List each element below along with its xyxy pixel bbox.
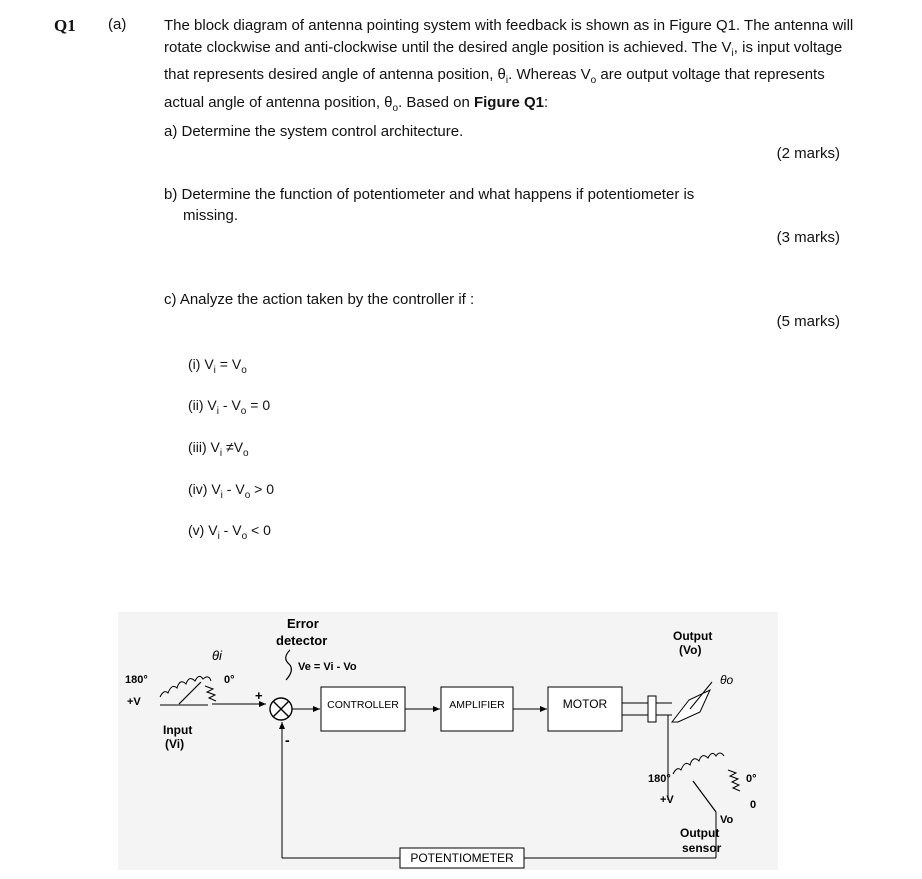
intro-sub: i	[505, 75, 509, 86]
sensor-label-1: Output	[680, 826, 720, 840]
cond-text: = V	[215, 356, 242, 372]
part-c-text: c) Analyze the action taken by the controller if :	[164, 291, 475, 308]
question-part: (a)	[108, 16, 127, 33]
cond-sub: i	[217, 530, 220, 542]
deg-180-left: 180°	[125, 674, 148, 686]
intro-text-4: are output voltage that represents actual angle of antenna position, θ	[164, 66, 825, 111]
cond-sub: o	[240, 405, 247, 417]
part-c-marks: (5 marks)	[776, 313, 840, 330]
cond-sub: o	[244, 489, 251, 501]
cond-sub: o	[241, 364, 247, 376]
cond-sub: i	[220, 489, 223, 501]
shaft-coupling	[648, 696, 656, 722]
intro-text-2: , is input voltage that represents desired angle of antenna position, θ	[164, 38, 843, 83]
question-number: Q1	[54, 16, 76, 35]
cond-text: > 0	[250, 481, 274, 497]
plus-sign: +	[255, 688, 263, 703]
intro-sub: i	[731, 47, 734, 59]
sensor-label-2: sensor	[682, 841, 722, 855]
part-b-text-line2: missing.	[183, 207, 239, 224]
plus-v-left: +V	[127, 696, 141, 708]
theta-o-label: θo	[720, 673, 734, 687]
intro-text-1: The block diagram of antenna pointing system with feedback is shown as in Figure Q1. The antenna will rotate clockwise and anti-clockwise until the desired angle position is achieved. The V	[164, 17, 854, 56]
output-label-1: Output	[673, 629, 713, 643]
intro-text-3: . Whereas V	[508, 66, 591, 83]
cond-text: (iv) V	[188, 481, 221, 497]
intro-sub: o	[590, 75, 597, 86]
cond-text: ≠V	[222, 439, 244, 455]
minus-sign: -	[285, 732, 290, 748]
error-equation: Ve = Vi - Vo	[298, 661, 357, 673]
part-b-marks: (3 marks)	[776, 229, 840, 246]
cond-text: (v) V	[188, 522, 218, 538]
intro-text-5: . Based on	[398, 93, 474, 111]
theta-i-label: θi	[212, 648, 222, 663]
cond-text: - V	[219, 522, 242, 538]
output-label-2: (Vo)	[679, 643, 702, 657]
cond-sub: i	[213, 364, 216, 376]
potentiometer-label: POTENTIOMETER	[410, 851, 514, 865]
cond-sub: o	[243, 447, 249, 459]
zero-right: 0	[750, 799, 757, 811]
cond-sub: i	[216, 405, 220, 417]
amplifier-label: AMPLIFIER	[449, 699, 505, 711]
intro-text-6: :	[543, 93, 549, 111]
cond-sub: i	[219, 447, 223, 459]
part-a-text: a) Determine the system control architecture.	[164, 123, 464, 140]
cond-text: (ii) V	[188, 397, 217, 413]
motor-label: MOTOR	[562, 697, 608, 711]
cond-text: = 0	[246, 397, 271, 413]
part-b-text-line1: b) Determine the function of potentiometer and what happens if potentiometer is	[164, 186, 695, 203]
vo-label: Vo	[720, 814, 734, 826]
cond-text: - V	[222, 481, 245, 497]
cond-text: (iii) V	[188, 439, 220, 455]
error-detector-label-1: Error	[287, 616, 319, 631]
deg-180-right: 180°	[648, 773, 671, 785]
controller-label: CONTROLLER	[327, 699, 399, 711]
cond-text: (i) V	[188, 356, 214, 372]
input-label-1: Input	[163, 723, 193, 737]
error-detector-label-2: detector	[276, 633, 328, 648]
deg-0-left: 0°	[224, 674, 235, 686]
intro-sub: o	[392, 102, 399, 114]
figure-reference: Figure Q1	[473, 93, 544, 111]
cond-text: < 0	[247, 522, 271, 538]
cond-sub: o	[241, 530, 248, 542]
plus-v-right: +V	[660, 794, 674, 806]
input-label-2: (Vi)	[165, 737, 185, 751]
cond-text: - V	[219, 397, 241, 413]
deg-0-right: 0°	[746, 773, 757, 785]
part-a-marks: (2 marks)	[776, 145, 840, 162]
